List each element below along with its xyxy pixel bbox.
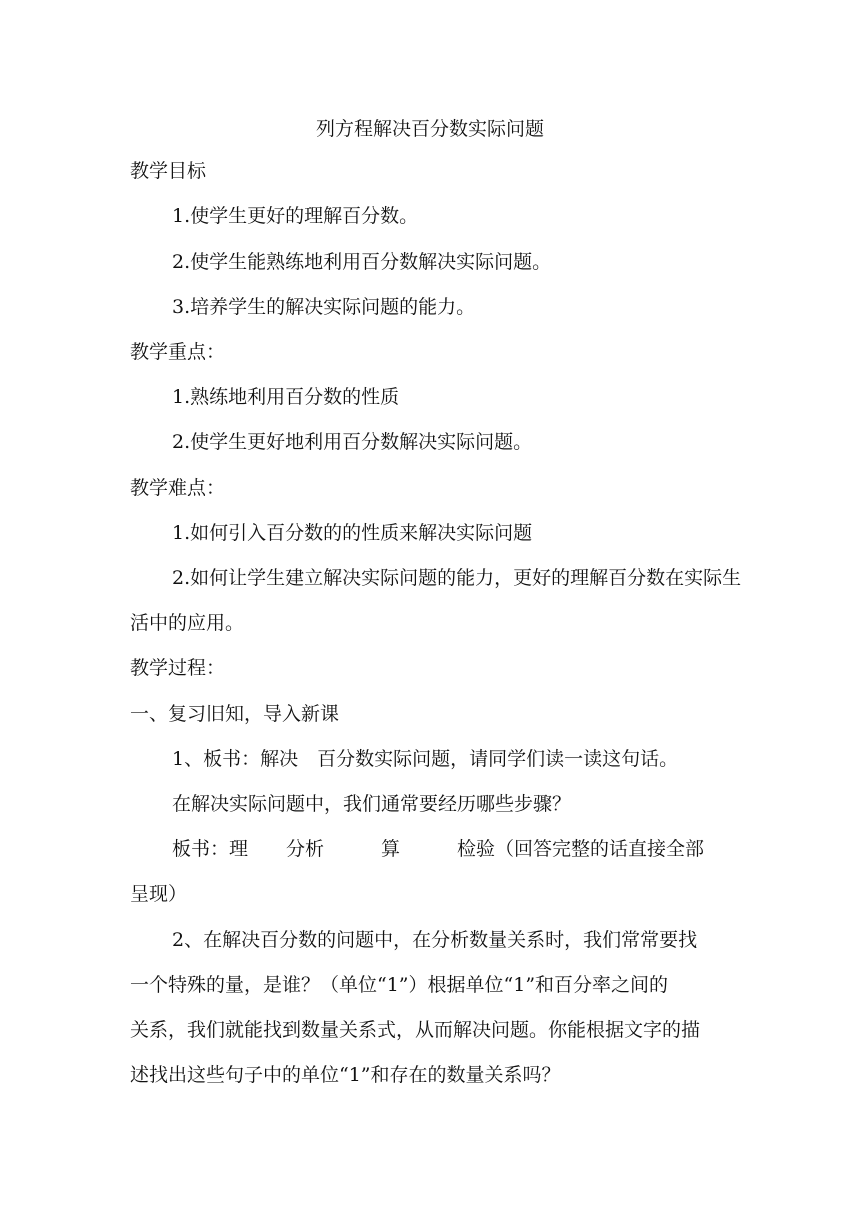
difficulty-item: 1.如何引入百分数的的性质来解决实际问题 [172, 522, 533, 544]
document-title: 列方程解决百分数实际问题 [315, 118, 544, 140]
process-paragraph-4-line4: 述找出这些句子中的单位“1”和存在的数量关系吗？ [130, 1064, 561, 1086]
difficulty-item-2-line1: 2.如何让学生建立解决实际问题的能力，更好的理解百分数在实际生 [172, 567, 742, 589]
difficulty-item-2-line2: 活中的应用。 [130, 612, 245, 634]
process-paragraph-4-line3: 关系，我们就能找到数量关系式，从而解决问题。你能根据文字的描 [130, 1019, 701, 1041]
process-paragraph-4-line2: 一个特殊的量，是谁？（单位“1”）根据单位“1”和百分率之间的 [130, 974, 669, 996]
key-point-item: 2.使学生更好地利用百分数解决实际问题。 [172, 431, 533, 453]
process-heading: 教学过程： [130, 657, 226, 679]
teaching-goal-item: 1.使学生更好的理解百分数。 [172, 205, 419, 227]
key-point-item: 1.熟练地利用百分数的性质 [172, 386, 400, 408]
process-paragraph-3-line1: 板书：理 分析 算 检验（回答完整的话直接全部 [172, 838, 705, 860]
difficulties-heading: 教学难点： [130, 477, 226, 499]
key-points-heading: 教学重点： [130, 341, 226, 363]
teaching-goal-item: 2.使学生能熟练地利用百分数解决实际问题。 [172, 251, 552, 273]
teaching-goals-heading: 教学目标 [130, 160, 207, 182]
process-paragraph-4-line1: 2、在解决百分数的问题中，在分析数量关系时，我们常常要找 [172, 929, 698, 951]
process-paragraph-3-line2: 呈现） [130, 883, 188, 905]
process-paragraph-1: 1、板书：解决 百分数实际问题，请同学们读一读这句话。 [172, 748, 679, 770]
process-paragraph-2: 在解决实际问题中，我们通常要经历哪些步骤？ [172, 793, 572, 815]
section-1-heading: 一、复习旧知，导入新课 [130, 703, 340, 725]
teaching-goal-item: 3.培养学生的解决实际问题的能力。 [172, 296, 476, 318]
